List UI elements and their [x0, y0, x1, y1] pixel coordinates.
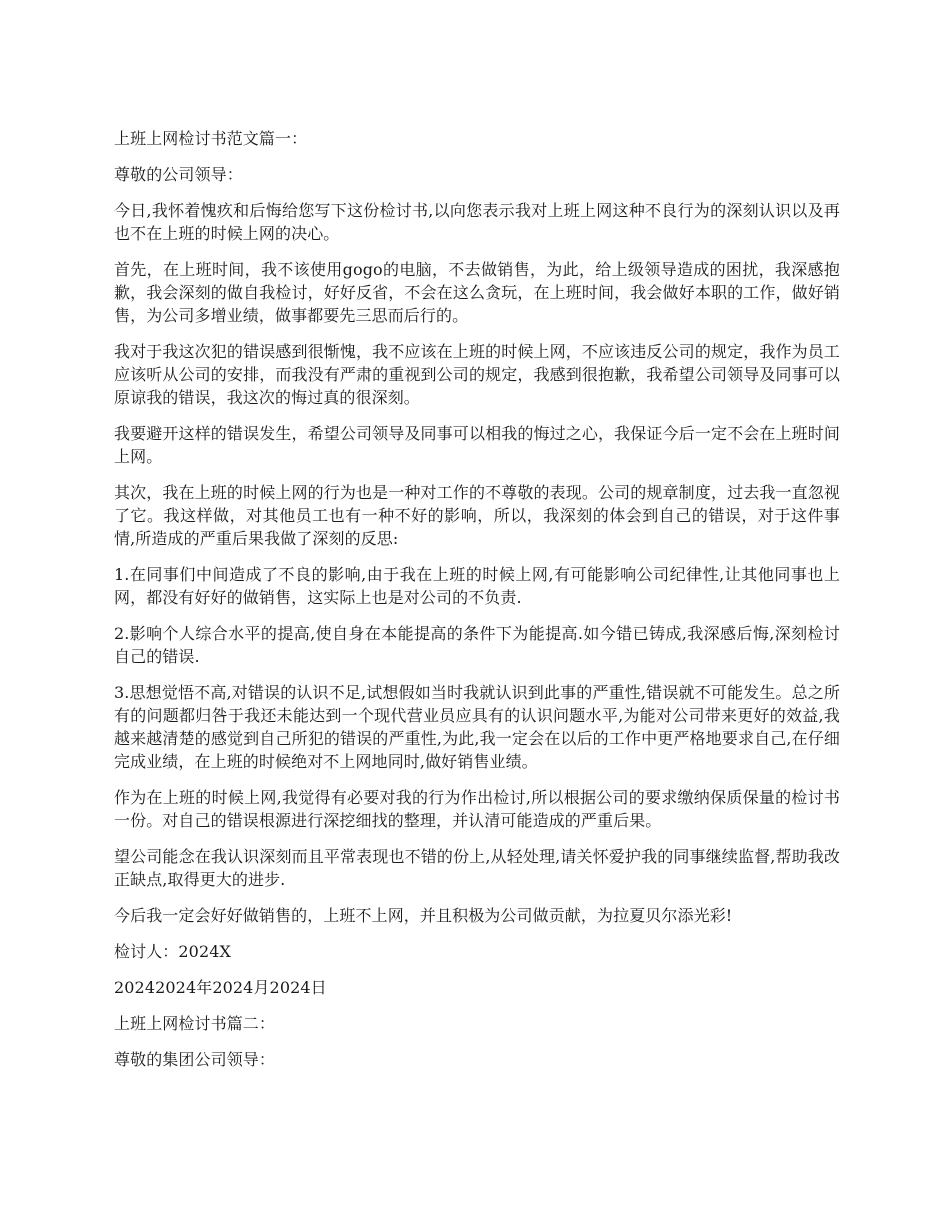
list-item-3: 3.思想觉悟不高,对错误的认识不足,试想假如当时我就认识到此事的严重性,错误就不可能发生。总之所有的问题都归咎于我还未能达到一个现代营业员应具有的认识问题水平,为能对公司带来更好的效益,我越来越清楚的感觉到自己所犯的错误的严重性,为此,我一定会在以后的工作中更严格地要求自己,在仔细完成业绩，在上班的时候绝对不上网地同时,做好销售业绩。: [114, 683, 840, 771]
list-item-2: 2.影响个人综合水平的提高,使自身在本能提高的条件下为能提高.如今错已铸成,我深感后悔,深刻检讨自己的错误.: [114, 624, 840, 666]
section-title-2: 上班上网检讨书篇二：: [114, 1014, 276, 1033]
body-paragraph: 今后我一定会好好做销售的，上班不上网，并且积极为公司做贡献，为拉夏贝尔添光彩!: [114, 906, 733, 925]
body-paragraph: 今日,我怀着愧疚和后悔给您写下这份检讨书,以向您表示我对上班上网这种不良行为的深刻认识以及再也不在上班的时候上网的决心。: [114, 201, 840, 243]
salutation-1: 尊敬的公司领导：: [114, 165, 243, 184]
body-paragraph: 作为在上班的时候上网,我觉得有必要对我的行为作出检讨,所以根据公司的要求缴纳保质保量的检讨书一份。对自己的错误根源进行深挖细找的整理，并认清可能造成的严重后果。: [114, 788, 840, 830]
signature-line: 检讨人：2024X: [114, 942, 232, 961]
section-title-1: 上班上网检讨书范文篇一：: [114, 129, 308, 148]
body-paragraph: 望公司能念在我认识深刻而且平常表现也不错的份上,从轻处理,请关怀爱护我的同事继续监督,帮助我改正缺点,取得更大的进步.: [114, 847, 840, 889]
body-paragraph: 我对于我这次犯的错误感到很惭愧，我不应该在上班的时候上网，不应该违反公司的规定，我作为员工应该听从公司的安排，而我没有严肃的重视到公司的规定，我感到很抱歉，我希望公司领导及同事可以原谅我的错误，我这次的悔过真的很深刻。: [114, 342, 840, 407]
body-paragraph: 其次，我在上班的时候上网的行为也是一种对工作的不尊敬的表现。公司的规章制度，过去我一直忽视了它。我这样做，对其他员工也有一种不好的影响，所以，我深刻的体会到自己的错误，对于这件事情,所造成的严重后果我做了深刻的反思:: [114, 483, 840, 548]
body-paragraph: 首先，在上班时间，我不该使用gogo的电脑，不去做销售，为此，给上级领导造成的困扰，我深感抱歉，我会深刻的做自我检讨，好好反省，不会在这么贪玩，在上班时间，我会做好本职的工作，做好销售，为公司多增业绩，做事都要先三思而后行的。: [114, 260, 840, 325]
date-line: 20242024年2024月2024日: [114, 978, 327, 997]
list-item-1: 1.在同事们中间造成了不良的影响,由于我在上班的时候上网,有可能影响公司纪律性,让其他同事也上网，都没有好好的做销售，这实际上也是对公司的不负责.: [114, 565, 840, 607]
body-paragraph: 我要避开这样的错误发生，希望公司领导及同事可以相我的悔过之心，我保证今后一定不会在上班时间上网。: [114, 424, 840, 466]
salutation-2: 尊敬的集团公司领导：: [114, 1050, 276, 1069]
